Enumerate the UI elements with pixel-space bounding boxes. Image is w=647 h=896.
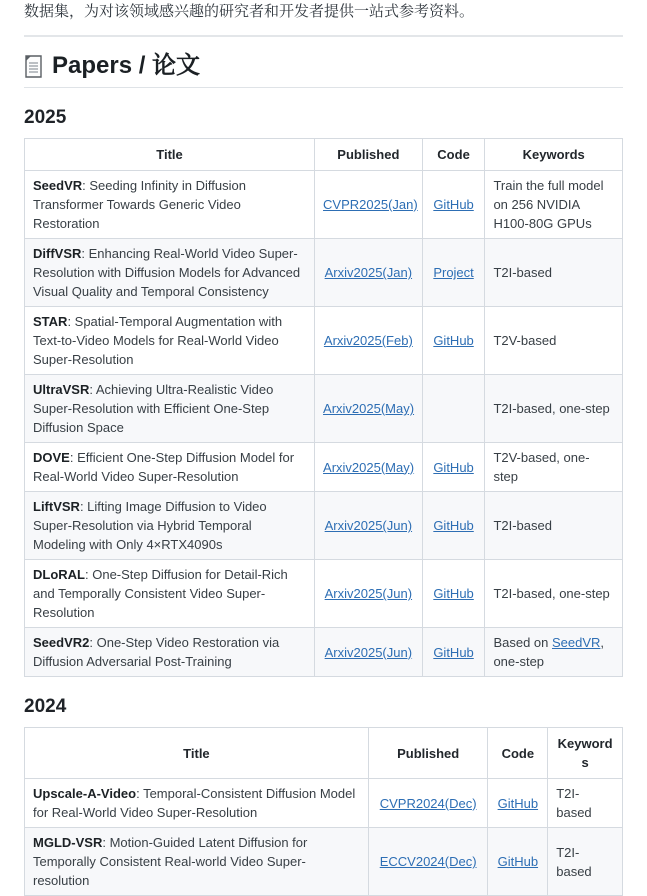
- code-cell: [422, 560, 485, 628]
- code-cell: [422, 628, 485, 677]
- code-link[interactable]: GitHub: [433, 197, 474, 212]
- table-row: [25, 375, 623, 443]
- keywords-cell: [485, 628, 623, 677]
- column-header-published: Published: [315, 139, 423, 171]
- paper-title-text: : Lifting Image Diffusion to Video Super-Resolution via Hybrid Temporal Modeling with Only 4×RTX4090s: [33, 499, 267, 552]
- column-header-title: Title: [25, 139, 315, 171]
- keyword-text: Based on: [493, 635, 552, 650]
- keyword-text: T2I-based, one-step: [493, 401, 610, 416]
- published-link[interactable]: Arxiv2025(May): [323, 459, 415, 475]
- paper-name: SeedVR2: [33, 635, 90, 650]
- paper-title-cell: [25, 307, 315, 375]
- paper-title-text: : Seeding Infinity in Diffusion Transformer Towards Generic Video Restoration: [33, 178, 246, 231]
- published-link[interactable]: Arxiv2025(May): [323, 401, 415, 416]
- keyword-text: T2V-based: [493, 333, 557, 348]
- code-cell: [422, 307, 485, 375]
- code-cell: [422, 171, 485, 239]
- paper-title-cell: [25, 779, 369, 828]
- keywords-cell: [485, 492, 623, 560]
- header-row: [25, 139, 623, 171]
- code-cell: [422, 239, 485, 307]
- table-row: [25, 239, 623, 307]
- paper-title-cell: [25, 492, 315, 560]
- code-cell: [488, 828, 548, 896]
- column-header-keywords: Keywords: [485, 139, 623, 171]
- published-link[interactable]: Arxiv2025(Jun): [324, 586, 413, 601]
- paper-name: DLoRAL: [33, 567, 85, 582]
- published-cell: [315, 307, 423, 375]
- header-row: [25, 728, 623, 779]
- papers-heading-label: Papers / 论文: [52, 52, 201, 79]
- paper-title-cell: [25, 171, 315, 239]
- paper-title-cell: [25, 443, 315, 492]
- code-cell: [422, 375, 485, 443]
- published-cell: [315, 443, 423, 492]
- published-cell: [315, 492, 423, 560]
- paper-title-cell: [25, 375, 315, 443]
- paper-name: DiffVSR: [33, 246, 82, 261]
- paper-name: MGLD-VSR: [33, 835, 103, 850]
- paper-title-text: : Achieving Ultra-Realistic Video Super-Resolution with Efficient One-Step Diffusion Space: [33, 382, 274, 435]
- keyword-text: T2I-based: [493, 265, 552, 280]
- code-link[interactable]: GitHub: [433, 333, 474, 348]
- paper-title-text: : Enhancing Real-World Video Super-Resolution with Diffusion Models for Advanced Visual Quality and Temporal Consistency: [33, 246, 301, 299]
- paper-name: Upscale-A-Video: [33, 786, 137, 801]
- published-link[interactable]: CVPR2024(Dec): [379, 795, 477, 811]
- published-cell: [315, 171, 423, 239]
- column-header-title: Title: [25, 728, 369, 779]
- code-link[interactable]: GitHub: [433, 518, 474, 533]
- paper-title-text: : Motion-Guided Latent Diffusion for Temporally Consistent Real-world Video Super-resolution: [33, 835, 308, 888]
- keywords-cell: [485, 171, 623, 239]
- section-divider: [24, 35, 623, 37]
- keywords-cell: [485, 560, 623, 628]
- paper-title-text: : One-Step Diffusion for Detail-Rich and Temporally Consistent Video Super-Resolution: [33, 567, 288, 620]
- code-cell: [488, 779, 548, 828]
- papers-heading: [24, 52, 623, 88]
- published-cell: [368, 779, 488, 828]
- paper-name: STAR: [33, 314, 68, 329]
- paper-name: LiftVSR: [33, 499, 80, 514]
- column-header-code: Code: [488, 728, 548, 779]
- column-header-keywords: Keywords: [548, 728, 623, 779]
- keyword-link[interactable]: SeedVR: [551, 635, 601, 650]
- published-cell: [315, 375, 423, 443]
- code-cell: [422, 492, 485, 560]
- code-link[interactable]: GitHub: [497, 795, 539, 811]
- table-row: [25, 560, 623, 628]
- published-cell: [315, 239, 423, 307]
- keywords-cell: [485, 375, 623, 443]
- keyword-text: T2V-based, one-step: [493, 450, 590, 484]
- table-row: [25, 492, 623, 560]
- paper-name: DOVE: [33, 450, 70, 465]
- column-header-published: Published: [368, 728, 488, 779]
- intro-text: 数据集，为对该领域感兴趣的研究者和开发者提供一站式参考资料。: [24, 3, 475, 20]
- year-heading-2025: 2025: [24, 107, 67, 128]
- published-link[interactable]: ECCV2024(Dec): [379, 854, 477, 869]
- published-link[interactable]: CVPR2025(Jan): [323, 197, 418, 212]
- keywords-cell: [485, 239, 623, 307]
- code-link[interactable]: GitHub: [433, 644, 474, 660]
- code-cell: [422, 443, 485, 492]
- keyword-text: Train the full model on 256 NVIDIA H100-80G GPUs: [493, 178, 604, 231]
- paper-name: SeedVR: [33, 178, 83, 193]
- keyword-text: T2I-based: [556, 786, 592, 820]
- year-heading-2024: 2024: [24, 696, 67, 717]
- column-header-code: Code: [422, 139, 485, 171]
- paper-title-cell: [25, 560, 315, 628]
- table-row: [25, 628, 623, 677]
- paper-groups: [24, 108, 623, 896]
- keyword-text: , one-step: [493, 635, 605, 669]
- published-link[interactable]: Arxiv2025(Feb): [323, 333, 413, 348]
- keywords-cell: [548, 828, 623, 896]
- keyword-text: T2I-based: [556, 844, 592, 879]
- keywords-cell: [548, 779, 623, 828]
- document-icon: [24, 55, 43, 78]
- paper-title-cell: [25, 828, 369, 896]
- papers-table-2024: [24, 727, 623, 896]
- table-row: [25, 307, 623, 375]
- code-link[interactable]: GitHub: [433, 459, 474, 475]
- paper-title-text: : Efficient One-Step Diffusion Model for Real-World Video Super-Resolution: [33, 450, 295, 484]
- code-link[interactable]: GitHub: [497, 854, 539, 869]
- table-row: [25, 443, 623, 492]
- table-row: [25, 171, 623, 239]
- published-link[interactable]: Arxiv2025(Jun): [324, 518, 413, 533]
- table-row: [25, 779, 623, 828]
- code-link[interactable]: Project: [433, 265, 474, 280]
- code-link[interactable]: GitHub: [433, 586, 474, 601]
- published-cell: [315, 560, 423, 628]
- published-cell: [368, 828, 488, 896]
- keyword-text: T2I-based, one-step: [493, 586, 610, 601]
- paper-title-text: : Temporal-Consistent Diffusion Model for Real-World Video Super-Resolution: [33, 786, 356, 820]
- table-row: [25, 828, 623, 896]
- paper-title-text: : Spatial-Temporal Augmentation with Text-to-Video Models for Real-World Video Super-Resolution: [33, 314, 283, 367]
- paper-name: UltraVSR: [33, 382, 90, 397]
- paper-title-cell: [25, 628, 315, 677]
- keywords-cell: [485, 307, 623, 375]
- paper-title-text: : One-Step Video Restoration via Diffusion Adversarial Post-Training: [33, 635, 280, 669]
- published-link[interactable]: Arxiv2025(Jan): [324, 265, 413, 280]
- paper-title-cell: [25, 239, 315, 307]
- papers-table-2025: [24, 138, 623, 677]
- keywords-cell: [485, 443, 623, 492]
- published-cell: [315, 628, 423, 677]
- published-link[interactable]: Arxiv2025(Jun): [324, 644, 413, 660]
- keyword-text: T2I-based: [493, 518, 552, 533]
